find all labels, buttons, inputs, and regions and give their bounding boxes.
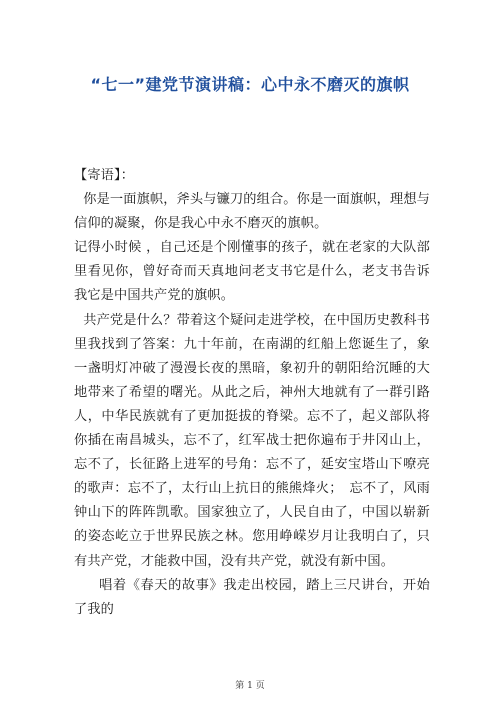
page-number: 第 1 页 bbox=[235, 681, 265, 691]
document-body bbox=[74, 164, 430, 622]
preface-label: 【寄语】： bbox=[74, 168, 135, 183]
paragraph-4: 唱着《春天的故事》我走出校园，踏上三尺讲台，开始了我的 bbox=[74, 577, 430, 617]
paragraph-3: 共产党是什么？带着这个疑问走进学校，在中国历史教科书里我找到了答案：九十年前，在南湖的红船上您诞生了，象一盏明灯冲破了漫漫长夜的黑暗，象初升的朝阳给沉睡的大地带来了希望的曙光。从此之后，神州大地就有了一群引路人，中华民族就有了更加挺拔的脊梁。忘不了，起义部队将你插在南昌城头，忘不了，红军战士把你遍布于井冈山上，忘不了，长征路上进军的号角：忘不了，延安宝塔山下嘹亮的歌声：忘不了，太行山上抗日的熊熊烽火； 忘不了，风雨钟山下的阵阵凯歌。国家独立了，人民自由了，中国以崭新的姿态屹立于世界民族之林。您用峥嵘岁月让我明白了，只有共产党，才能救中国，没有共产党，就没有新中国。 bbox=[74, 312, 431, 569]
paragraph-1: 你是一面旗帜，斧头与镰刀的组合。你是一面旗帜，理想与信仰的凝聚，你是我心中永不磨灭的旗帜。 bbox=[74, 192, 431, 232]
document-title: “七一”建党节演讲稿：心中永不磨灭的旗帜 bbox=[90, 75, 410, 94]
paragraph-2: 记得小时候 ，自己还是个刚懂事的孩子，就在老家的大队部里看见你，曾好奇而天真地问老支书它是什么，老支书告诉我它是中国共产党的旗帜。 bbox=[74, 240, 430, 304]
